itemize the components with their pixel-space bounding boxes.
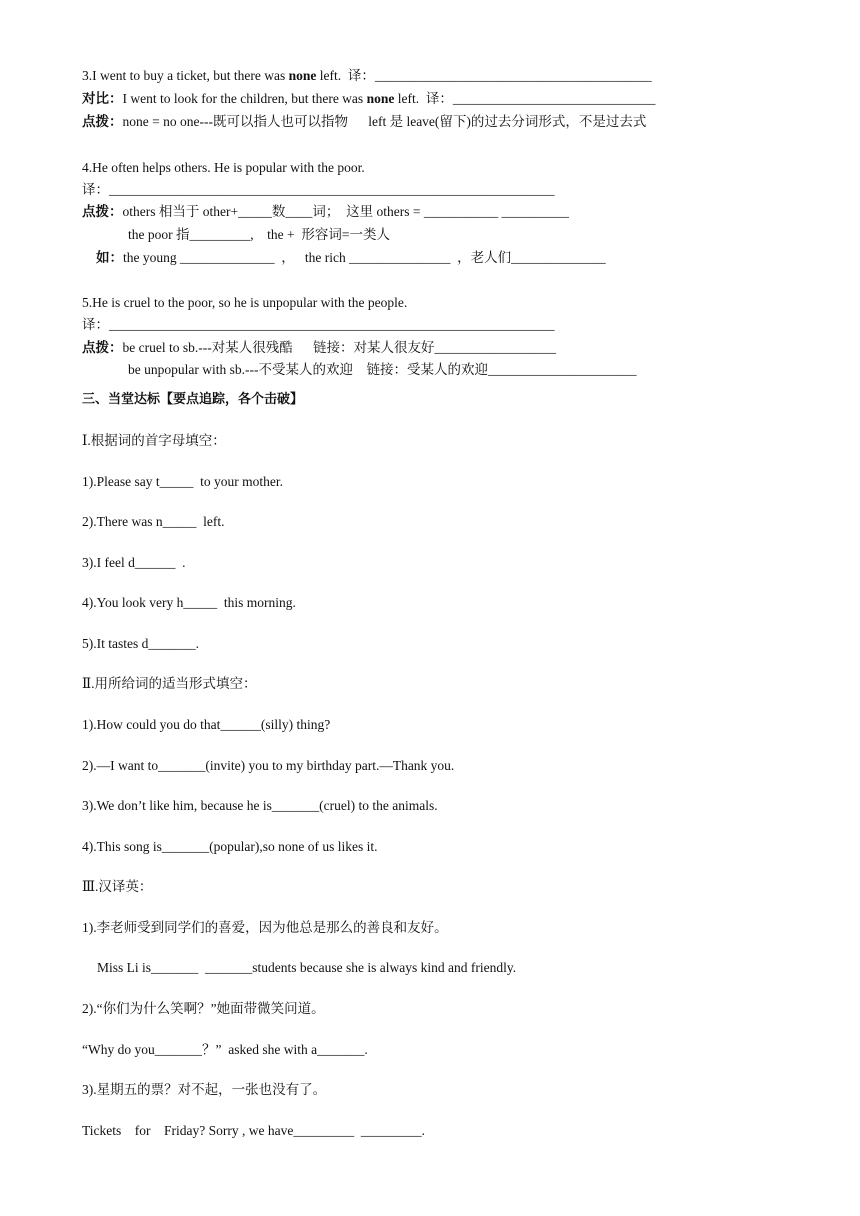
ex4-example xyxy=(96,249,606,267)
ex3-question-text: 3.I went to buy a ticket, but there was xyxy=(82,68,289,83)
ex4-example-text: the young ______________ ， the rich _______________ ，老人们______________ xyxy=(123,250,606,265)
ex4-tip xyxy=(82,203,569,221)
part3-answer-3: Tickets for Friday? Sorry , we have_________ _________. xyxy=(82,1123,425,1138)
ex4-tip-line2: the poor 指_________, the + 形容词=一类人 xyxy=(128,227,390,242)
ex5-tip-text: be cruel to sb.---对某人很残酷 链接：对某人很友好__________________ xyxy=(122,340,556,355)
ex4-tip-text: others 相当于 other+_____数____词； 这里 others = ___________ __________ xyxy=(122,204,569,219)
part2-item-1: 1).How could you do that______(silly) thing? xyxy=(82,717,331,732)
part3-answer-1: Miss Li is_______ _______students because she is always kind and friendly. xyxy=(97,960,517,975)
part3-question-1: 1).李老师受到同学们的喜爱，因为他总是那么的善良和友好。 xyxy=(82,920,448,935)
tip-label: 点拨： xyxy=(82,204,123,219)
ex3-tip-text: none = no one---既可以指人也可以指物 left 是 leave(留下)的过去分词形式，不是过去式 xyxy=(122,114,647,129)
ex3-compare-tail: left. 译：______________________________ xyxy=(394,91,656,106)
ex3-question-tail: left. 译：_________________________________________ xyxy=(316,68,652,83)
part1-title: Ⅰ.根据词的首字母填空： xyxy=(82,433,226,448)
ex5-question: 5.He is cruel to the poor, so he is unpopular with the people. xyxy=(82,295,408,310)
part1-item-3: 3).I feel d______ . xyxy=(82,555,186,570)
part3-answer-2: “Why do you_______？” asked she with a_______. xyxy=(82,1042,368,1057)
ex5-tip xyxy=(82,339,556,357)
ex3-question-bold: none xyxy=(288,68,317,83)
ex4-question: 4.He often helps others. He is popular with the poor. xyxy=(82,160,365,175)
part1-item-2: 2).There was n_____ left. xyxy=(82,514,225,529)
example-label: 如： xyxy=(96,250,123,265)
part1-item-5: 5).It tastes d_______. xyxy=(82,636,199,651)
part2-item-3: 3).We don’t like him, because he is_______(cruel) to the animals. xyxy=(82,798,438,813)
ex4-translation-line: 译：__________________________________________________________________ xyxy=(82,182,555,197)
part2-item-2: 2).—I want to_______(invite) you to my birthday part.—Thank you. xyxy=(82,758,455,773)
part3-title: Ⅲ.汉译英： xyxy=(82,879,153,894)
ex3-compare xyxy=(82,90,655,108)
part3-question-3: 3).星期五的票？对不起，一张也没有了。 xyxy=(82,1082,327,1097)
part1-item-4: 4).You look very h_____ this morning. xyxy=(82,595,296,610)
tip-label: 点拨： xyxy=(82,114,123,129)
ex3-question xyxy=(82,67,652,85)
ex5-translation-line: 译：__________________________________________________________________ xyxy=(82,317,555,332)
tip-label: 点拨： xyxy=(82,340,123,355)
compare-label: 对比： xyxy=(82,91,123,106)
ex3-compare-text: I went to look for the children, but there was xyxy=(122,91,367,106)
part1-item-1: 1).Please say t_____ to your mother. xyxy=(82,474,283,489)
ex3-compare-bold: none xyxy=(366,91,395,106)
section-title: 三、当堂达标【要点追踪，各个击破】 xyxy=(82,392,304,407)
ex3-tip xyxy=(82,113,646,131)
part3-question-2: 2).“你们为什么笑啊？”她面带微笑问道。 xyxy=(82,1001,325,1016)
part2-item-4: 4).This song is_______(popular),so none of us likes it. xyxy=(82,839,378,854)
part2-title: Ⅱ.用所给词的适当形式填空： xyxy=(82,676,257,691)
ex5-tip-line2: be unpopular with sb.---不受某人的欢迎 链接：受某人的欢迎______________________ xyxy=(128,362,637,377)
